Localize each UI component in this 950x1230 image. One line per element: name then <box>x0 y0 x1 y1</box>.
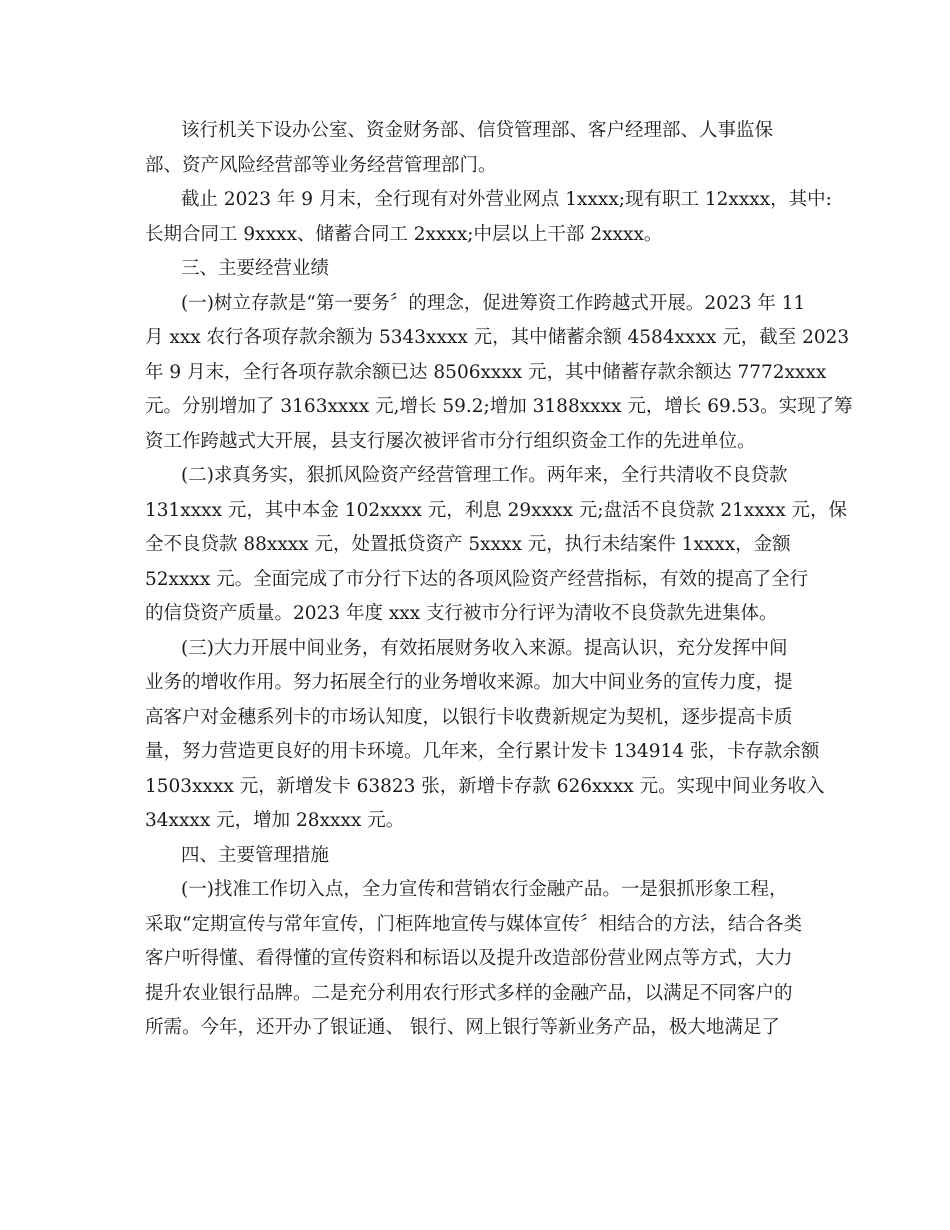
text-line: 131xxxx 元，其中本金 102xxxx 元，利息 29xxxx 元;盘活不良贷款 21xxxx 元，保 <box>145 499 848 521</box>
text-line: 52xxxx 元。全面完成了市分行下达的各项风险资产经营指标，有效的提高了全行 <box>145 568 809 590</box>
text-line: 采取“定期宣传与常年宣传，门柜阵地宣传与媒体宣传〞相结合的方法，结合各类 <box>145 913 802 935</box>
section-heading: 四、主要管理措施 <box>181 844 330 866</box>
text-line: 年 9 月末，全行各项存款余额已达 8506xxxx 元，其中储蓄存款余额达 7772xxxx <box>145 361 827 383</box>
text-line: 所需。今年，还开办了银证通、 银行、网上银行等新业务产品，极大地满足了 <box>145 1017 780 1038</box>
text-line: 资工作跨越式大开展，县支行屡次被评省市分行组织资金工作的先进单位。 <box>145 430 756 452</box>
text-line: 业务的增收作用。努力拓展全行的业务增收来源。加大中间业务的宣传力度，提 <box>145 672 793 693</box>
text-line: 全不良贷款 88xxxx 元，处置抵贷资产 5xxxx 元，执行未结案件 1xxxx，金额 <box>145 534 791 555</box>
text-line: (一)树立存款是“第一要务〞的理念，促进筹资工作跨越式开展。2023 年 11 <box>181 292 806 314</box>
text-line: 提升农业银行品牌。二是充分利用农行形式多样的金融产品，以满足不同客户的 <box>145 982 793 1004</box>
text-line: 部、资产风险经营部等业务经营管理部门。 <box>145 154 497 176</box>
text-line: 1503xxxx 元，新增发卡 63823 张，新增卡存款 626xxxx 元。实现中间业务收入 <box>145 775 825 797</box>
text-line: (一)找准工作切入点，全力宣传和营销农行金融产品。一是狠抓形象工程， <box>181 879 788 900</box>
text-line: 长期合同工 9xxxx、储蓄合同工 2xxxx;中层以上干部 2xxxx。 <box>145 223 663 245</box>
text-line: 量，努力营造更良好的用卡环境。几年来，全行累计发卡 134914 张，卡存款余额 <box>145 741 820 762</box>
text-line: 截止 2023 年 9 月末，全行现有对外营业网点 1xxxx;现有职工 12xxxx，其中: <box>181 189 832 210</box>
text-line: (三)大力开展中间业务，有效拓展财务收入来源。提高认识，充分发挥中间 <box>181 637 788 659</box>
document-body <box>145 114 853 1046</box>
text-line: 34xxxx 元，增加 28xxxx 元。 <box>145 810 405 831</box>
text-line: (二)求真务实，狠抓风险资产经营管理工作。两年来，全行共清收不良贷款 <box>181 465 788 486</box>
text-line: 的信贷资产质量。2023 年度 xxx 支行被市分行评为清收不良贷款先进集体。 <box>145 603 778 624</box>
text-line: 高客户对金穗系列卡的市场认知度，以银行卡收费新规定为契机，逐步提高卡质 <box>145 706 793 728</box>
section-heading: 三、主要经营业绩 <box>181 258 330 279</box>
text-line: 月 xxx 农行各项存款余额为 5343xxxx 元，其中储蓄余额 4584xxxx 元，截至 2023 <box>145 327 850 348</box>
text-line: 元。分别增加了 3163xxxx 元,增长 59.2;增加 3188xxxx 元，增长 69.53。实现了筹 <box>145 396 853 417</box>
text-line: 该行机关下设办公室、资金财务部、信贷管理部、客户经理部、人事监保 <box>181 120 774 141</box>
text-line: 客户听得懂、看得懂的宣传资料和标语以及提升改造部份营业网点等方式，大力 <box>145 948 793 969</box>
